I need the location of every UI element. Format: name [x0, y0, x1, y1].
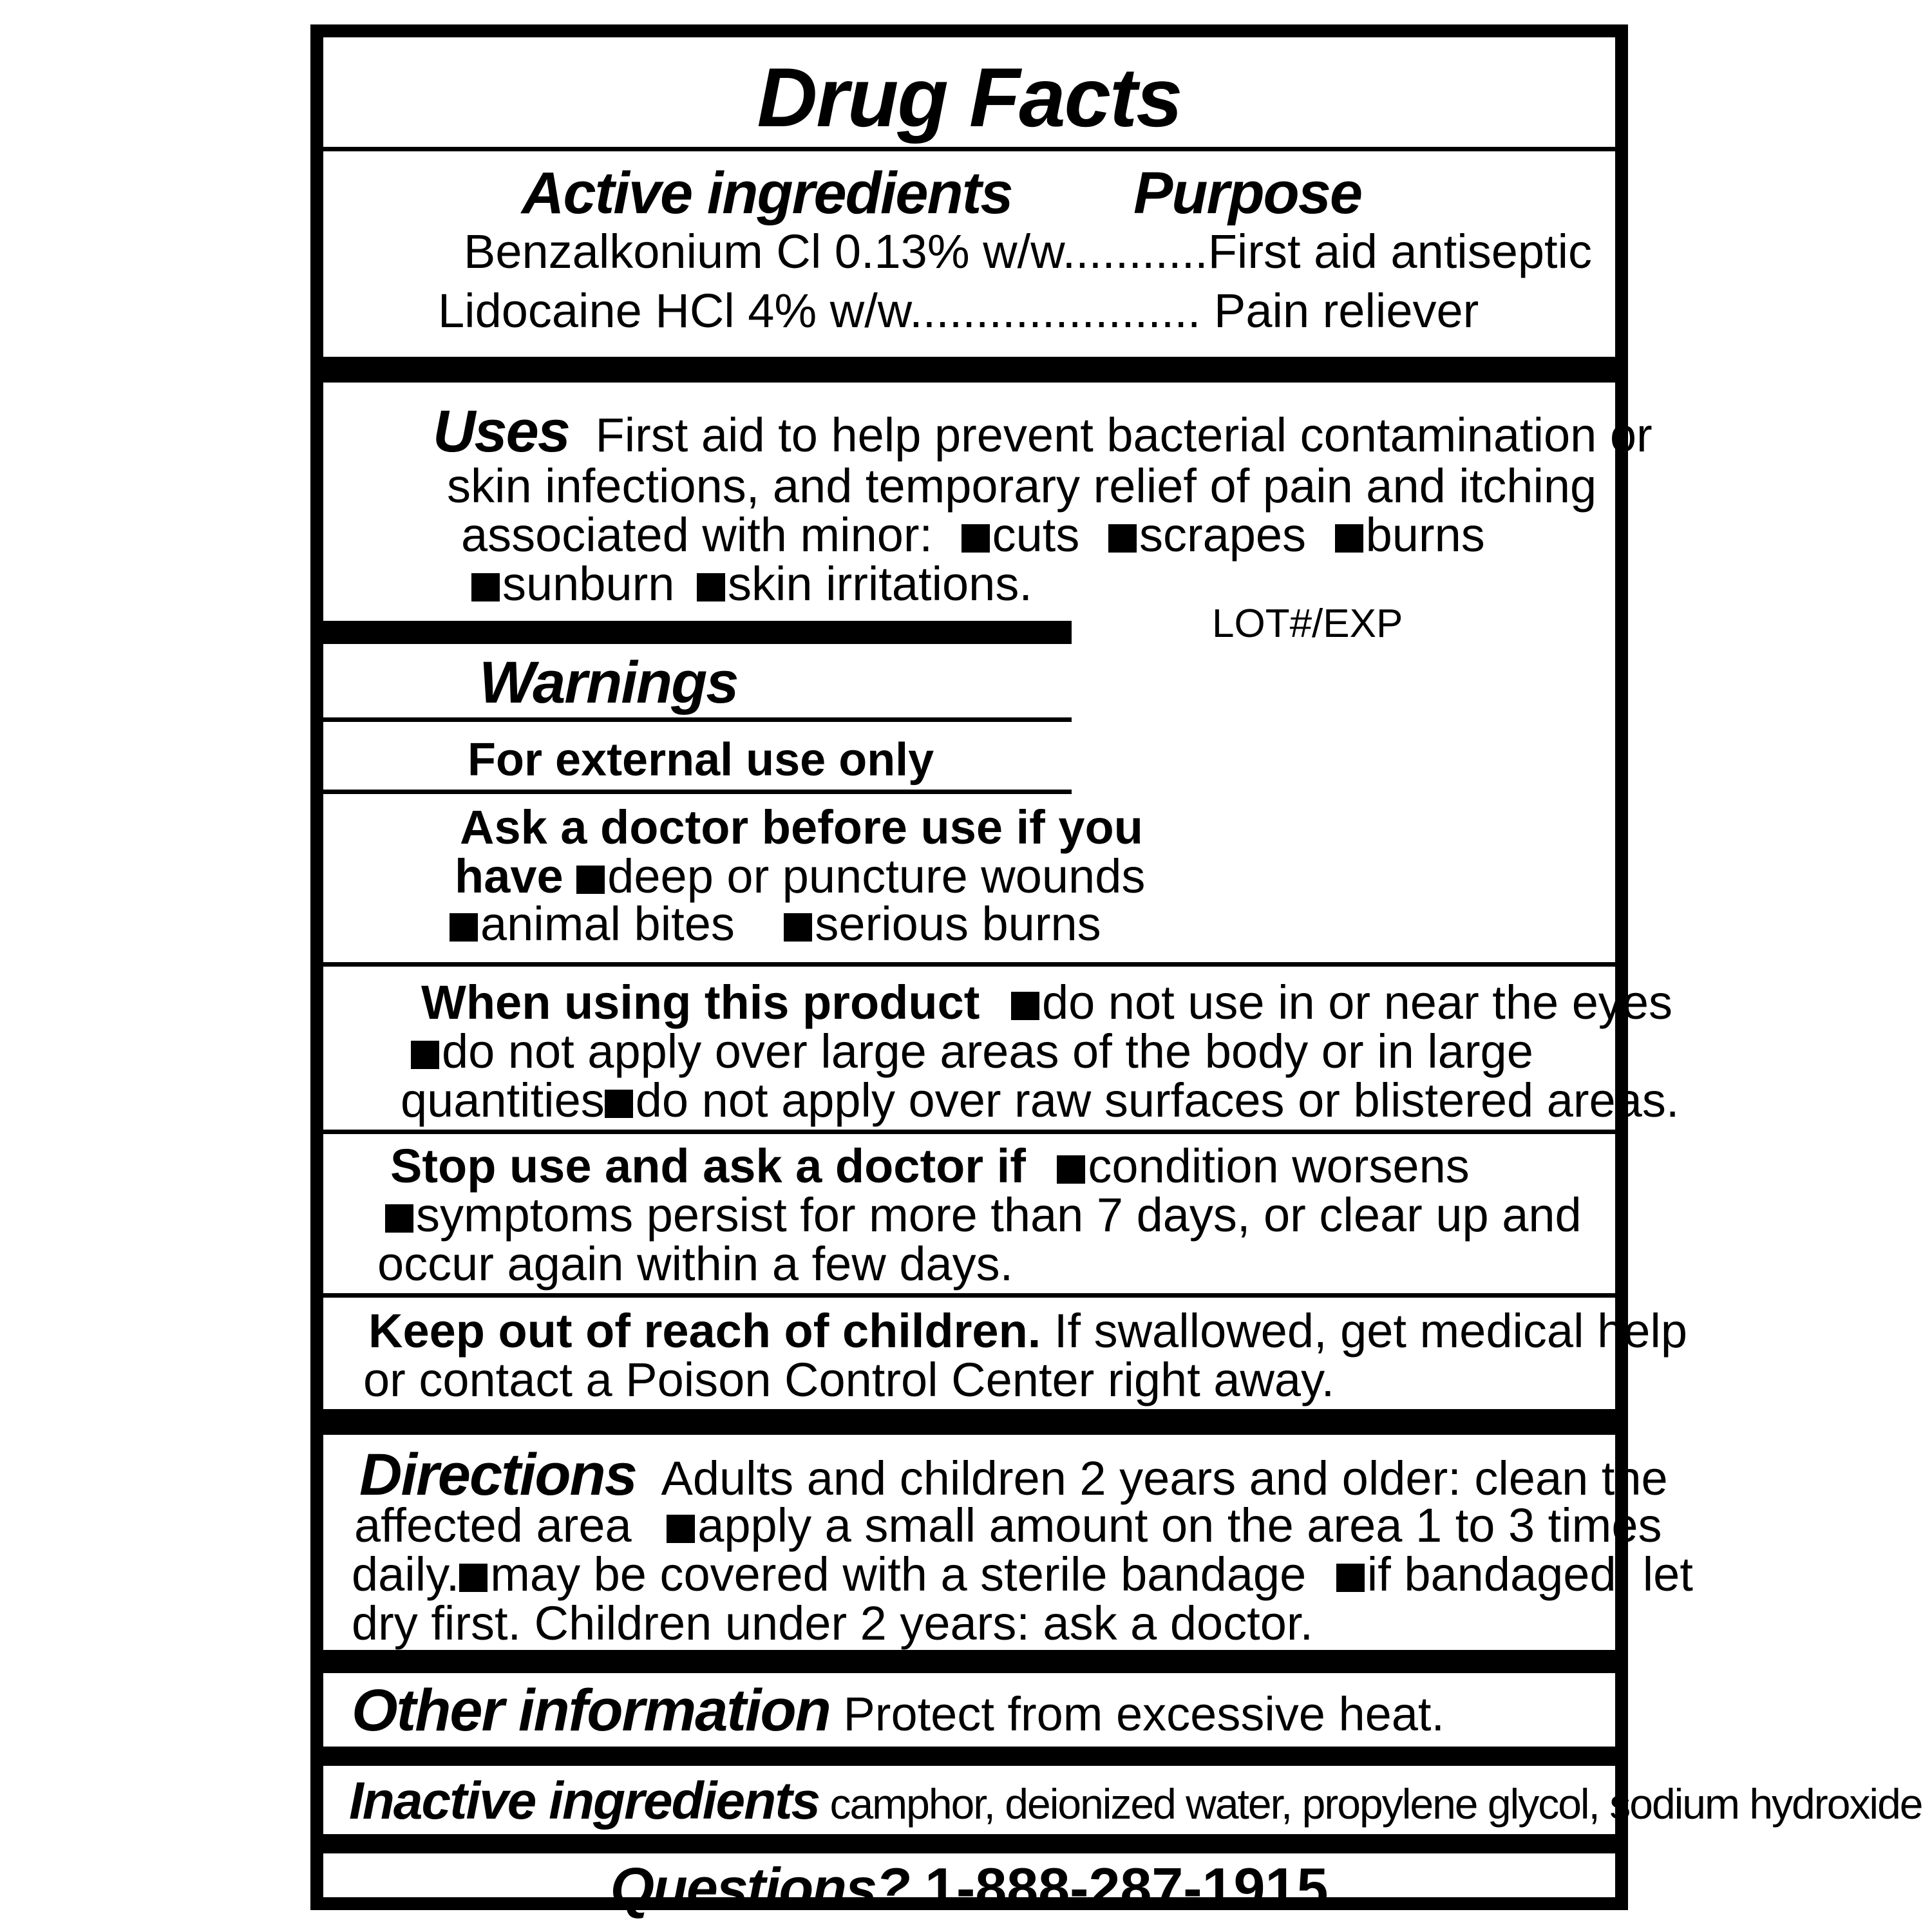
uses-heading: Uses [433, 399, 569, 464]
when-using-item: do not apply over large areas of the body or in large [442, 1025, 1533, 1078]
questions-phone: 1-888-287-1915 [925, 1856, 1329, 1920]
keep-out-line-1 [368, 1304, 1687, 1358]
divider [323, 962, 1615, 967]
divider [323, 147, 1615, 151]
bullet-icon [411, 1025, 442, 1078]
divider [323, 717, 1072, 722]
directions-text: daily. [352, 1548, 460, 1601]
uses-item: burns [1365, 508, 1485, 562]
bullet-icon [667, 1499, 697, 1552]
uses-line-2: skin infections, and temporary relief of pain and itching [447, 459, 1597, 513]
bullet-icon [385, 1188, 416, 1242]
when-using-line-2 [411, 1025, 1533, 1078]
panel-title: Drug Facts [757, 50, 1182, 144]
keep-out-heading: Keep out of reach of children. [368, 1304, 1041, 1358]
stop-use-heading: Stop use and ask a doctor if [390, 1139, 1026, 1193]
directions-text: Adults and children 2 years and older: clean the [661, 1452, 1668, 1505]
bullet-icon [1336, 1548, 1367, 1601]
uses-text-3: associated with minor: [461, 508, 933, 562]
directions-text: apply a small amount on the area 1 to 3 times [697, 1499, 1662, 1552]
when-using-item: do not use in or near the eyes [1041, 976, 1673, 1029]
dot-leader: ...................... [909, 284, 1201, 337]
uses-item: cuts [992, 508, 1080, 562]
warnings-heading: Warnings [479, 650, 738, 715]
ask-doctor-line-3 [450, 897, 1101, 951]
stop-use-line-3: occur again within a few days. [377, 1237, 1014, 1291]
other-info-heading: Other information [352, 1678, 830, 1743]
questions-line [323, 1856, 1615, 1920]
bullet-icon [961, 508, 992, 562]
questions-label: Questions? [610, 1856, 909, 1920]
stop-use-line-1 [390, 1139, 1470, 1193]
active-row-1 [464, 225, 1593, 278]
divider [323, 1130, 1615, 1134]
bullet-icon [576, 849, 607, 903]
purpose-heading: Purpose [1133, 160, 1362, 226]
uses-line-1 [433, 399, 1653, 464]
warning-item: animal bites [480, 897, 735, 951]
thick-divider [323, 357, 1615, 383]
active-ingredients-heading: Active ingredients [522, 160, 1012, 226]
external-use-warning: For external use only [468, 734, 934, 786]
ask-doctor-line-2 [455, 849, 1146, 903]
divider [323, 790, 1072, 794]
bullet-icon [459, 1548, 490, 1601]
when-using-heading: When using this product [421, 976, 980, 1029]
bullet-icon [450, 897, 480, 951]
uses-item: skin irritations. [727, 557, 1032, 611]
drug-facts-panel [310, 24, 1922, 1920]
keep-out-text: If swallowed, get medical help [1054, 1304, 1687, 1358]
directions-heading: Directions [359, 1442, 636, 1508]
thick-divider [323, 1650, 1615, 1673]
directions-line-1 [359, 1442, 1668, 1508]
ingredient-purpose: Pain reliever [1214, 284, 1479, 337]
other-info-line [352, 1678, 1445, 1743]
inactive-heading: Inactive ingredients [349, 1772, 820, 1830]
lot-exp-field: LOT#/EXP [1212, 601, 1403, 646]
bullet-icon [784, 897, 815, 951]
thick-divider [323, 1747, 1615, 1766]
directions-text: may be covered with a sterile bandage [490, 1548, 1307, 1601]
warning-item: serious burns [815, 897, 1101, 951]
bullet-icon [697, 557, 728, 611]
when-using-item: do not apply over raw surfaces or blistered areas. [635, 1074, 1680, 1127]
active-row-2 [438, 284, 1479, 337]
stop-use-item: symptoms persist for more than 7 days, or clear up and [416, 1188, 1582, 1242]
uses-text-1: First aid to help prevent bacterial contamination or [595, 408, 1653, 462]
bullet-icon [1108, 508, 1139, 562]
bullet-icon [471, 557, 502, 611]
directions-line-2 [354, 1499, 1662, 1552]
thick-divider [323, 1834, 1615, 1853]
stop-use-item: condition worsens [1088, 1139, 1470, 1193]
directions-text: affected area [354, 1499, 632, 1552]
warning-item: deep or puncture wounds [607, 849, 1146, 903]
ingredient-name: Benzalkonium Cl 0.13% w/w [464, 225, 1063, 278]
inactive-line [349, 1772, 1922, 1830]
bullet-icon [1335, 508, 1366, 562]
bullet-icon [1057, 1139, 1088, 1193]
directions-line-4: dry first. Children under 2 years: ask a doctor. [352, 1596, 1314, 1650]
bullet-icon [605, 1074, 636, 1127]
ingredient-purpose: First aid antiseptic [1208, 225, 1593, 278]
when-using-line-1 [421, 976, 1673, 1029]
uses-item: scrapes [1139, 508, 1307, 562]
other-info-text: Protect from excessive heat. [843, 1687, 1445, 1741]
directions-text: if bandaged, let [1367, 1548, 1693, 1601]
inactive-text: camphor, deionized water, propylene glycol, sodium hydroxide [829, 1780, 1922, 1828]
uses-line-4 [471, 557, 1032, 611]
ask-doctor-line-1: Ask a doctor before use if you [460, 800, 1143, 854]
thick-divider [323, 1409, 1615, 1435]
when-using-item: quantities [401, 1074, 605, 1127]
bullet-icon [1011, 976, 1042, 1029]
directions-line-3 [352, 1548, 1693, 1601]
warnings-divider [323, 621, 1072, 644]
uses-item: sunburn [502, 557, 675, 611]
ingredient-name: Lidocaine HCl 4% w/w [438, 284, 910, 337]
dot-leader: ........... [1062, 225, 1208, 278]
ask-doctor-have: have [455, 849, 564, 903]
divider [323, 1293, 1615, 1298]
when-using-line-3 [401, 1074, 1680, 1127]
uses-line-3 [461, 508, 1485, 562]
keep-out-line-2: or contact a Poison Control Center right away. [363, 1353, 1335, 1406]
stop-use-line-2 [385, 1188, 1582, 1242]
